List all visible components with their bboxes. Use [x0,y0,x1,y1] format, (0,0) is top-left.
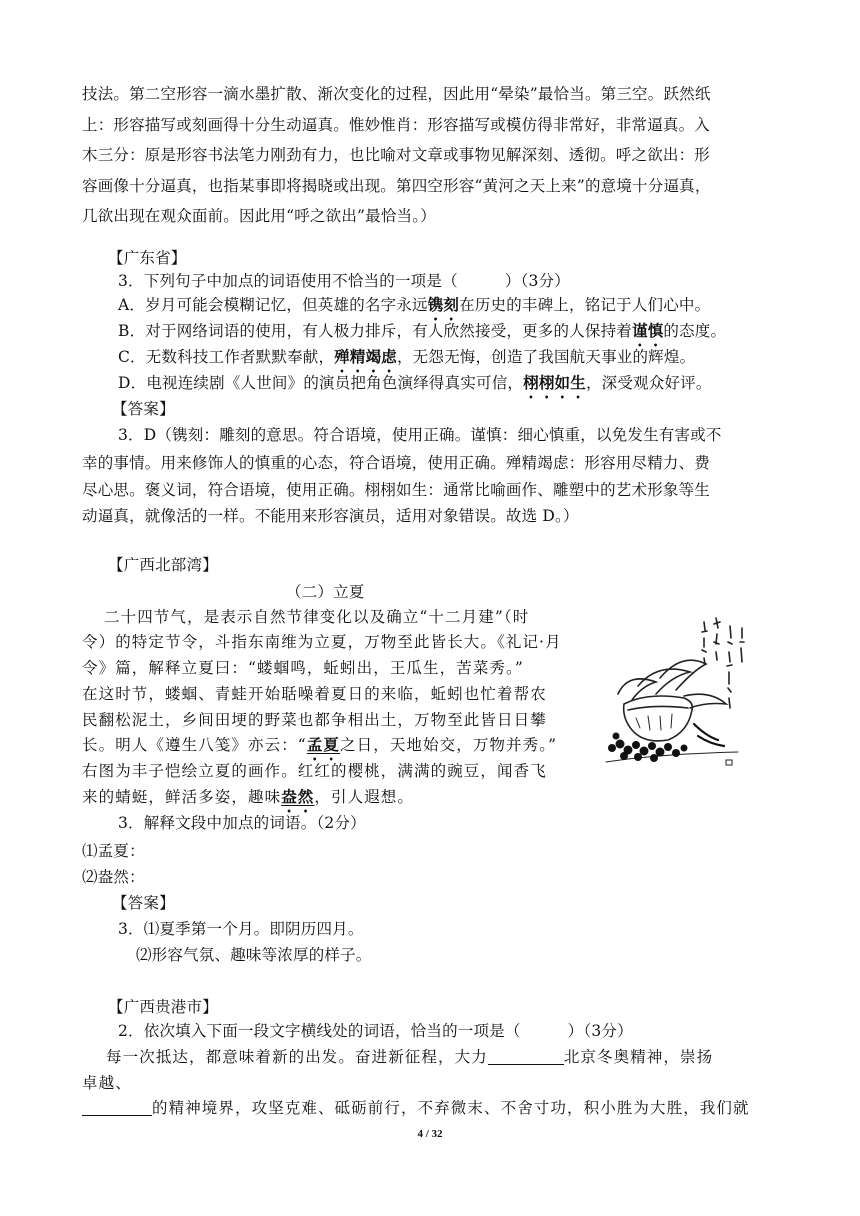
passage-title: （二）立夏 [286,583,365,601]
lixia-painting-image [598,612,750,782]
passage-line: 卓越、 [82,1074,132,1092]
passage-text: 每一次抵达，都意味着新的出发。奋进新征程，大力 [106,1048,488,1066]
fill-blank [82,1099,152,1116]
answer-line: 幸的事情。用来修饰人的慎重的心态，符合语境，使用正确。殚精竭虑：形容用尽精力、费 [82,454,711,472]
section-heading-guigang: 【广西贵港市】 [108,998,218,1016]
sub-question: ⑵盎然： [82,868,145,886]
passage-line: 民翻松泥土，乡间田埂的野菜也都争相出土，万物至此皆日日攀 [82,711,547,729]
option-d [118,373,818,402]
answer-label: 【答案】 [112,894,175,912]
answer-line: ⑵形容气氛、趣味等浓厚的样子。 [136,946,372,964]
passage-line: 令）的特定节令，斗指东南维为立夏，万物至此皆长大。《礼记·月 [82,633,562,651]
text-line: 上：形容描写或刻画得十分生动逼真。惟妙惟肖：形容描写或模仿得非常好，非常逼真。入 [82,116,711,134]
option-text: B．对于网络词语的使用，有人极力排斥，有人欣然接受，更多的人保持着 [118,322,632,340]
passage-text: ，引人遐想。 [314,788,415,806]
option-a [118,295,818,324]
option-text: A．岁月可能会模糊记忆，但英雄的名字永远 [118,296,428,314]
text-line: 容画像十分逼真，也指某事即将揭晓或出现。第四空形容“黄河之天上来”的意境十分逼真， [82,177,711,195]
answer-line: 3．D（镌刻：雕刻的意思。符合语境，使用正确。谨慎：细心慎重，以免发生有害或不 [118,426,722,444]
question-text: 3．解释文段中加点的词语。（2分） [118,814,366,832]
text-line: 技法。第二空形容一滴水墨扩散、渐次变化的过程，因此用“晕染”最恰当。第三空。跃然纸 [82,85,711,103]
page-number: 4 / 32 [417,1128,443,1140]
dotted-word: 栩栩如生 [523,373,586,392]
passage-text: 北京冬奥精神，崇扬 [563,1048,714,1066]
answer-line: 尽心思。褒义词，符合语境，使用正确。栩栩如生：通常比喻画作、雕塑中的艺术形象等生 [82,481,711,499]
question-text: 3．下列句子中加点的词语使用不恰当的一项是（ ）（3分） [118,272,570,290]
passage-text: 之日，天地始交，万物并秀。” [340,736,558,754]
option-text: ，无怨无悔，创造了我国航天事业的辉煌。 [396,348,696,366]
dotted-word: 殚精竭虑 [334,347,397,366]
section-heading-beibuwan: 【广西北部湾】 [108,556,218,574]
passage-line: 二十四节气，是表示自然节律变化以及确立“十二月建”（时 [104,608,530,626]
text-line: 木三分：原是形容书法笔力刚劲有力，也比喻对文章或事物见解深刻、透彻。呼之欲出：形 [82,146,711,164]
answer-label: 【答案】 [112,400,175,418]
option-text: 的态度。 [663,322,727,340]
option-text: 在历史的丰碑上，铭记于人们心中。 [459,296,711,314]
passage-line: 在这时节，蝼蝈、青蛙开始聒噪着夏日的来临，蚯蚓也忙着帮农 [82,685,547,703]
passage-line: 右图为丰子恺绘立夏的画作。红红的樱桃，满满的豌豆，闻香飞 [82,762,547,780]
answer-line: 3．⑴夏季第一个月。即阴历四月。 [118,920,364,938]
passage-text: 的精神境界，攻坚克难、砥砺前行，不弃微末、不舍寸功，积小胜为大胜，我们就 [152,1099,750,1117]
question-text: 2．依次填入下面一段文字横线处的词语，恰当的一项是（ ）（3分） [118,1022,633,1040]
option-text: C．无数科技工作者默默奉献， [118,348,335,366]
section-heading-guangdong: 【广东省】 [108,249,187,267]
dotted-word: 盎然 [281,787,315,806]
option-text: D．电视连续剧《人世间》的演员把角色演绎得真实可信， [118,374,524,392]
answer-line: 动逼真，就像活的一样。不能用来形容演员，适用对象错误。故选 D。） [82,507,579,525]
passage-line [82,1098,782,1118]
passage-line [82,787,782,816]
passage-line: 令》篇，解释立夏曰：“蝼蝈鸣，蚯蚓出，王瓜生，苦菜秀。” [82,659,524,677]
dotted-word: 镌刻 [427,295,460,314]
dotted-word: 谨慎 [632,321,664,340]
fill-blank [488,1048,564,1065]
dotted-word: 孟夏 [306,735,341,754]
option-c [118,347,818,376]
sub-question: ⑴孟夏： [82,842,145,860]
passage-text: 长。明人《遵生八笺》亦云：“ [82,736,307,754]
option-b [118,321,818,350]
passage-text: 来的蜻蜓，鲜活多姿，趣味 [82,788,282,806]
text-line: 几欲出现在观众面前。因此用“呼之欲出”最恰当。） [82,207,436,225]
option-text: ，深受观众好评。 [585,374,712,392]
passage-line [106,1047,806,1067]
